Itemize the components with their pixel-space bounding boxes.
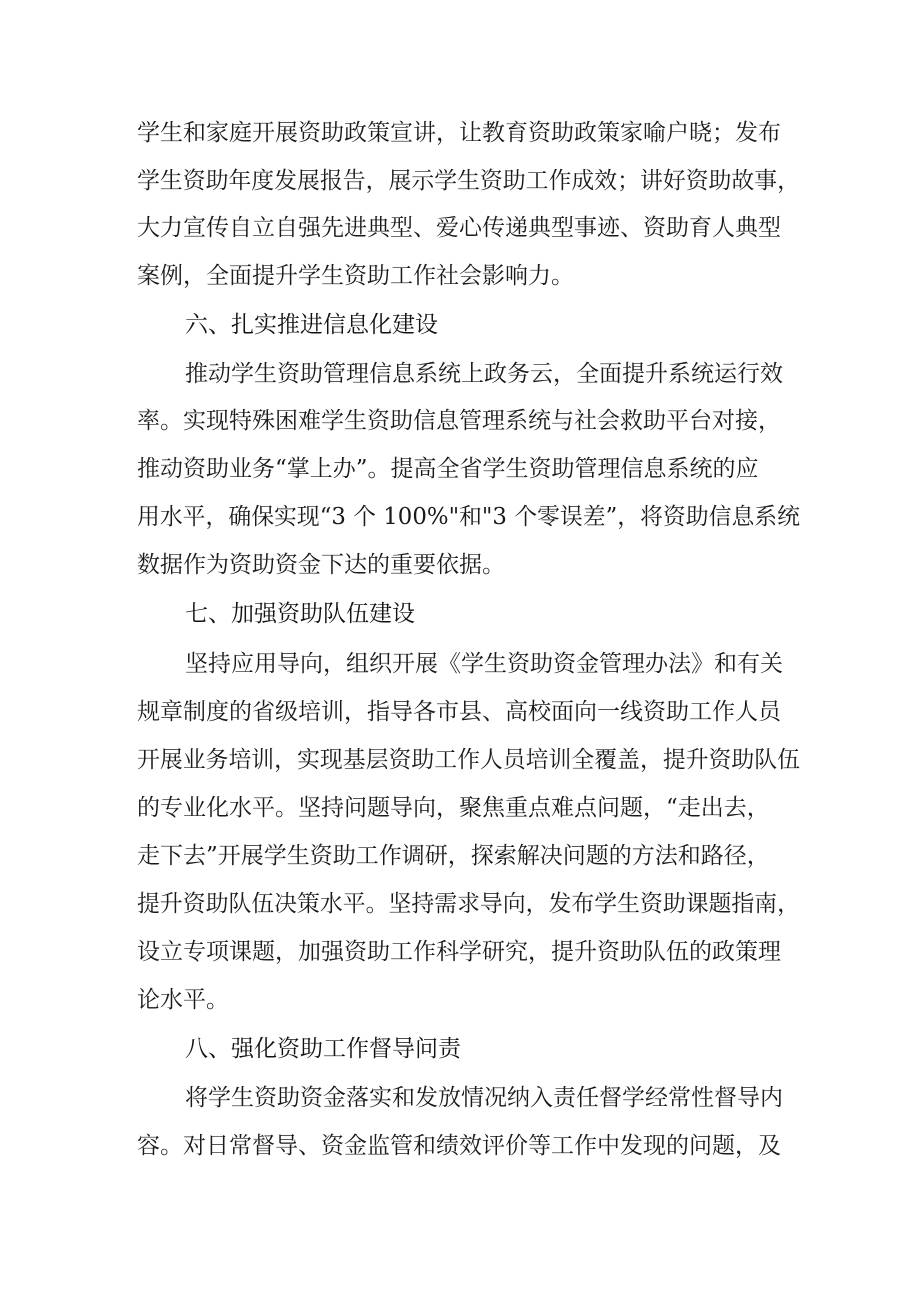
body-text-line: 案例，全面提升学生资助工作社会影响力。 — [137, 263, 574, 289]
body-text-line: 坚持应用导向，组织开展《学生资助资金管理办法》和有关 — [185, 651, 783, 677]
body-text-line: 走下去”开展学生资助工作调研，探索解决问题的方法和路径， — [137, 843, 770, 869]
body-text-line: 数据作为资助资金下达的重要依据。 — [137, 552, 505, 578]
body-text-line: 推动资助业务“掌上办”。提高全省学生资助管理信息系统的应 — [137, 456, 759, 482]
body-text-line: 规章制度的省级培训，指导各市县、高校面向一线资助工作人员 — [137, 699, 781, 725]
section-heading-6: 六、扎实推进信息化建设 — [185, 312, 438, 338]
body-text-line: 学生资助年度发展报告，展示学生资助工作成效；讲好资助故事， — [137, 168, 800, 194]
body-text-line: 开展业务培训，实现基层资助工作人员培训全覆盖，提升资助队伍 — [137, 747, 800, 773]
body-text-line: 提升资助队伍决策水平。坚持需求导向，发布学生资助课题指南， — [137, 891, 800, 917]
body-text-line: 学生和家庭开展资助政策宣讲，让教育资助政策家喻户晓；发布 — [137, 120, 781, 146]
body-text-line: 大力宣传自立自强先进典型、爱心传递典型事迹、资助育人典型 — [137, 215, 781, 241]
body-text-line: 设立专项课题，加强资助工作科学研究，提升资助队伍的政策理 — [137, 939, 781, 965]
body-text-line: 率。实现特殊困难学生资助信息管理系统与社会救助平台对接， — [137, 408, 781, 434]
section-heading-7: 七、加强资助队伍建设 — [185, 601, 415, 627]
body-text-line: 推动学生资助管理信息系统上政务云，全面提升系统运行效 — [185, 361, 783, 387]
body-text-line: 的专业化水平。坚持问题导向，聚焦重点难点问题，“走出去， — [137, 795, 770, 821]
body-text-line: 论水平。 — [137, 987, 229, 1013]
section-heading-8: 八、强化资助工作督导问责 — [185, 1036, 461, 1062]
body-text-line: 用水平，确保实现“3 个 100%"和"3 个零误差”，将资助信息系统 — [137, 504, 800, 530]
body-text-line: 容。对日常督导、资金监管和绩效评价等工作中发现的问题，及 — [137, 1133, 781, 1159]
body-text-line: 将学生资助资金落实和发放情况纳入责任督学经常性督导内 — [185, 1085, 783, 1111]
